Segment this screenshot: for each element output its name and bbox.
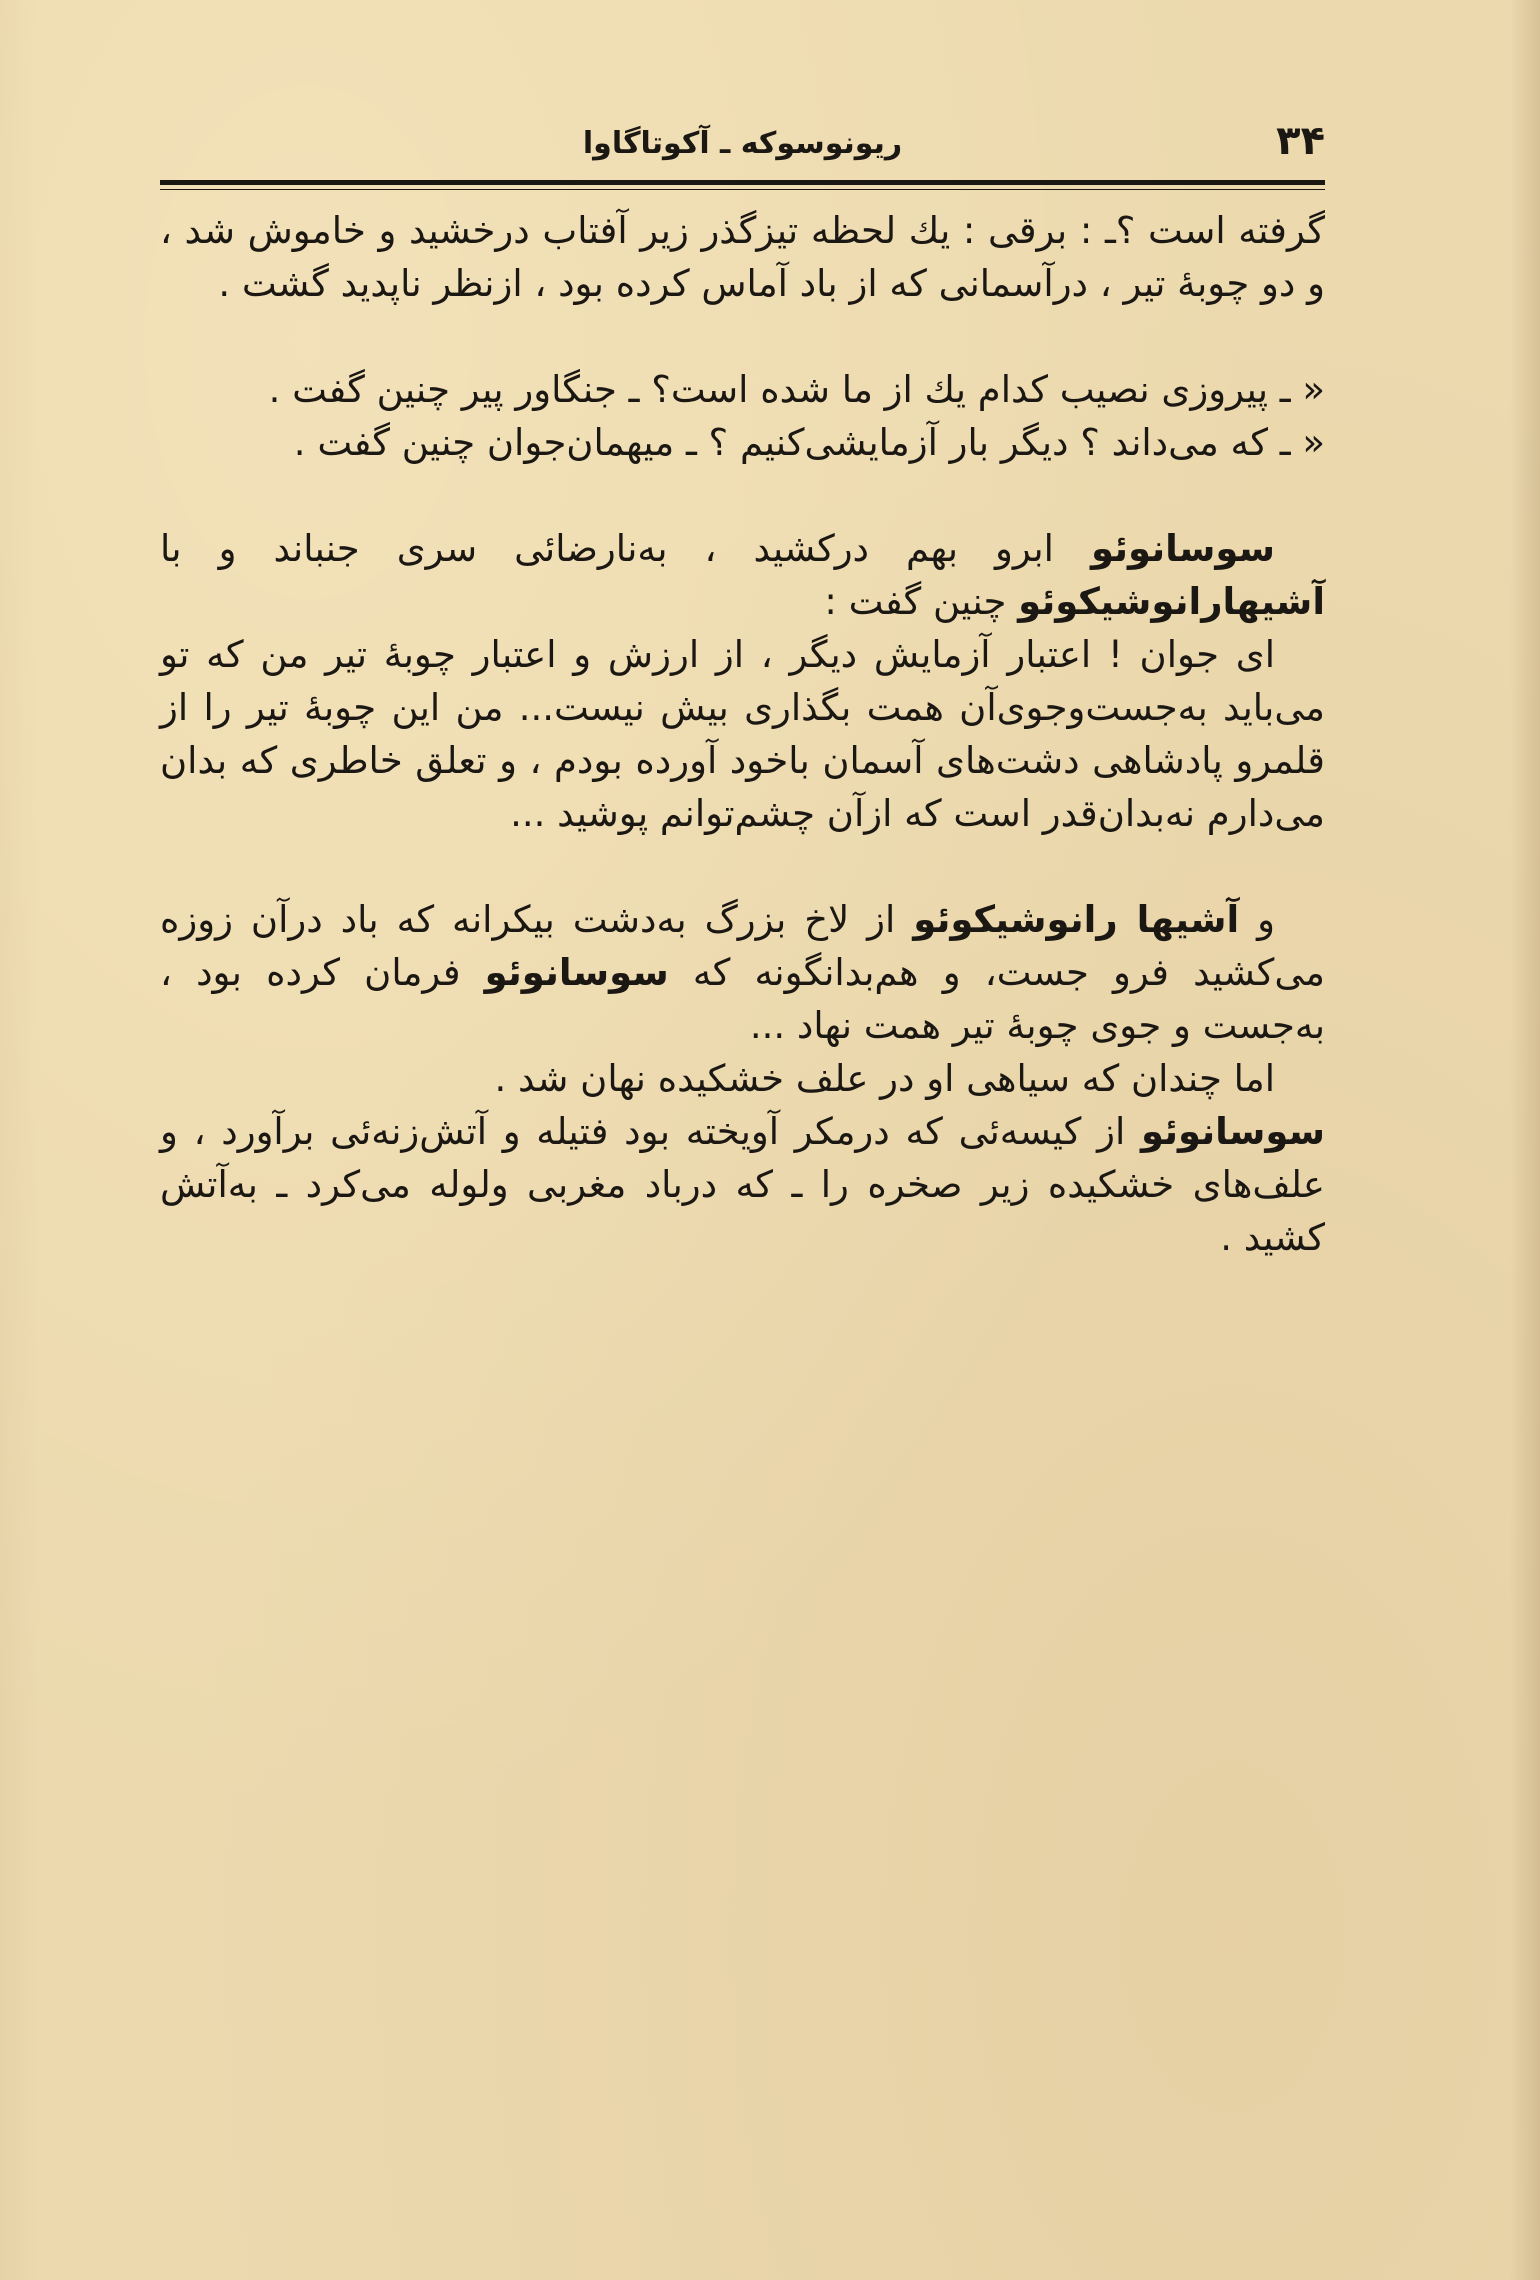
character-name: سوسانوئو xyxy=(1090,527,1275,570)
paragraph-text: از لاخ بزرگ به‌دشت بیکرانه که باد درآن زوزه می‌کشید فرو جست، و هم‌بدانگونه که xyxy=(160,898,1325,994)
character-name: آشیها رانوشیکوئو xyxy=(913,898,1240,941)
paragraph-6 xyxy=(160,893,1325,1052)
page-number: ۳۴ xyxy=(1276,118,1325,164)
paragraph-3: « ـ که می‌داند ؟ دیگر بار آزمایشی‌کنیم ؟ ـ میهمان‌جوان چنین گفت . xyxy=(293,421,1325,464)
paragraph-7: اما چندان که سیاهی او در علف خشکیده نهان شد . xyxy=(494,1057,1275,1100)
paragraph-gap xyxy=(160,840,1325,893)
paragraph-text: و xyxy=(1239,898,1275,941)
paragraph-8 xyxy=(160,1105,1325,1264)
book-page xyxy=(160,110,1325,1264)
paragraph-text: ابرو بهم درکشید ، به‌نارضائی سری جنباند و با xyxy=(160,527,1091,570)
paragraph-1: گرفته است ؟ـ : برقی : یك لحظه تیزگذر زیر آفتاب درخشید و خاموش شد ، و دو چوبهٔ تیر ، درآسمانی که از باد آماس کرده بود ، ازنظر ناپدید گشت . xyxy=(160,209,1325,305)
page-edge-shadow xyxy=(1510,0,1540,2280)
header-rule-thin xyxy=(160,189,1325,190)
header-rule-thick xyxy=(160,180,1325,185)
character-name: سوسانوئو xyxy=(484,951,669,994)
paragraph-4 xyxy=(160,522,1325,628)
character-name: آشیهارانوشیکوئو xyxy=(1018,580,1325,623)
body-text xyxy=(160,204,1325,1264)
paragraph-gap xyxy=(160,310,1325,363)
paragraph-text: از کیسه‌ئی که درمکر آویخته بود فتیله و آتش‌زنه‌ئی برآورد ، و علف‌های خشکیده زیر صخره را ـ که درباد مغربی ولوله می‌کرد ـ به‌آتش کشید . xyxy=(160,1110,1325,1259)
character-name: سوسانوئو xyxy=(1140,1110,1325,1153)
paragraph-2: « ـ پیروزی نصیب کدام یك از ما شده است؟ ـ جنگاور پیر چنین گفت . xyxy=(268,368,1325,411)
paragraph-text: فرمان کرده بود ، به‌جست و جوی چوبهٔ تیر همت نهاد ... xyxy=(160,951,1325,1047)
paragraph-gap xyxy=(160,469,1325,522)
paragraph-5: ای جوان ! اعتبار آزمایش دیگر ، از ارزش و اعتبار چوبهٔ تیر من که تو می‌باید به‌جست‌وجوی‌آن همت بگذاری بیش نیست... من این چوبهٔ تیر را از قلمرو پادشاهی دشت‌های آسمان باخود آورده بودم ، و تعلق خاطری که بدان می‌دارم نه‌بدان‌قدر است که ازآن چشم‌توانم پوشید ... xyxy=(160,633,1325,835)
running-header xyxy=(160,110,1325,170)
running-title: ریونوسوکه ـ آکوتاگاوا xyxy=(582,126,903,161)
paragraph-text: چنین گفت : xyxy=(824,580,1019,623)
